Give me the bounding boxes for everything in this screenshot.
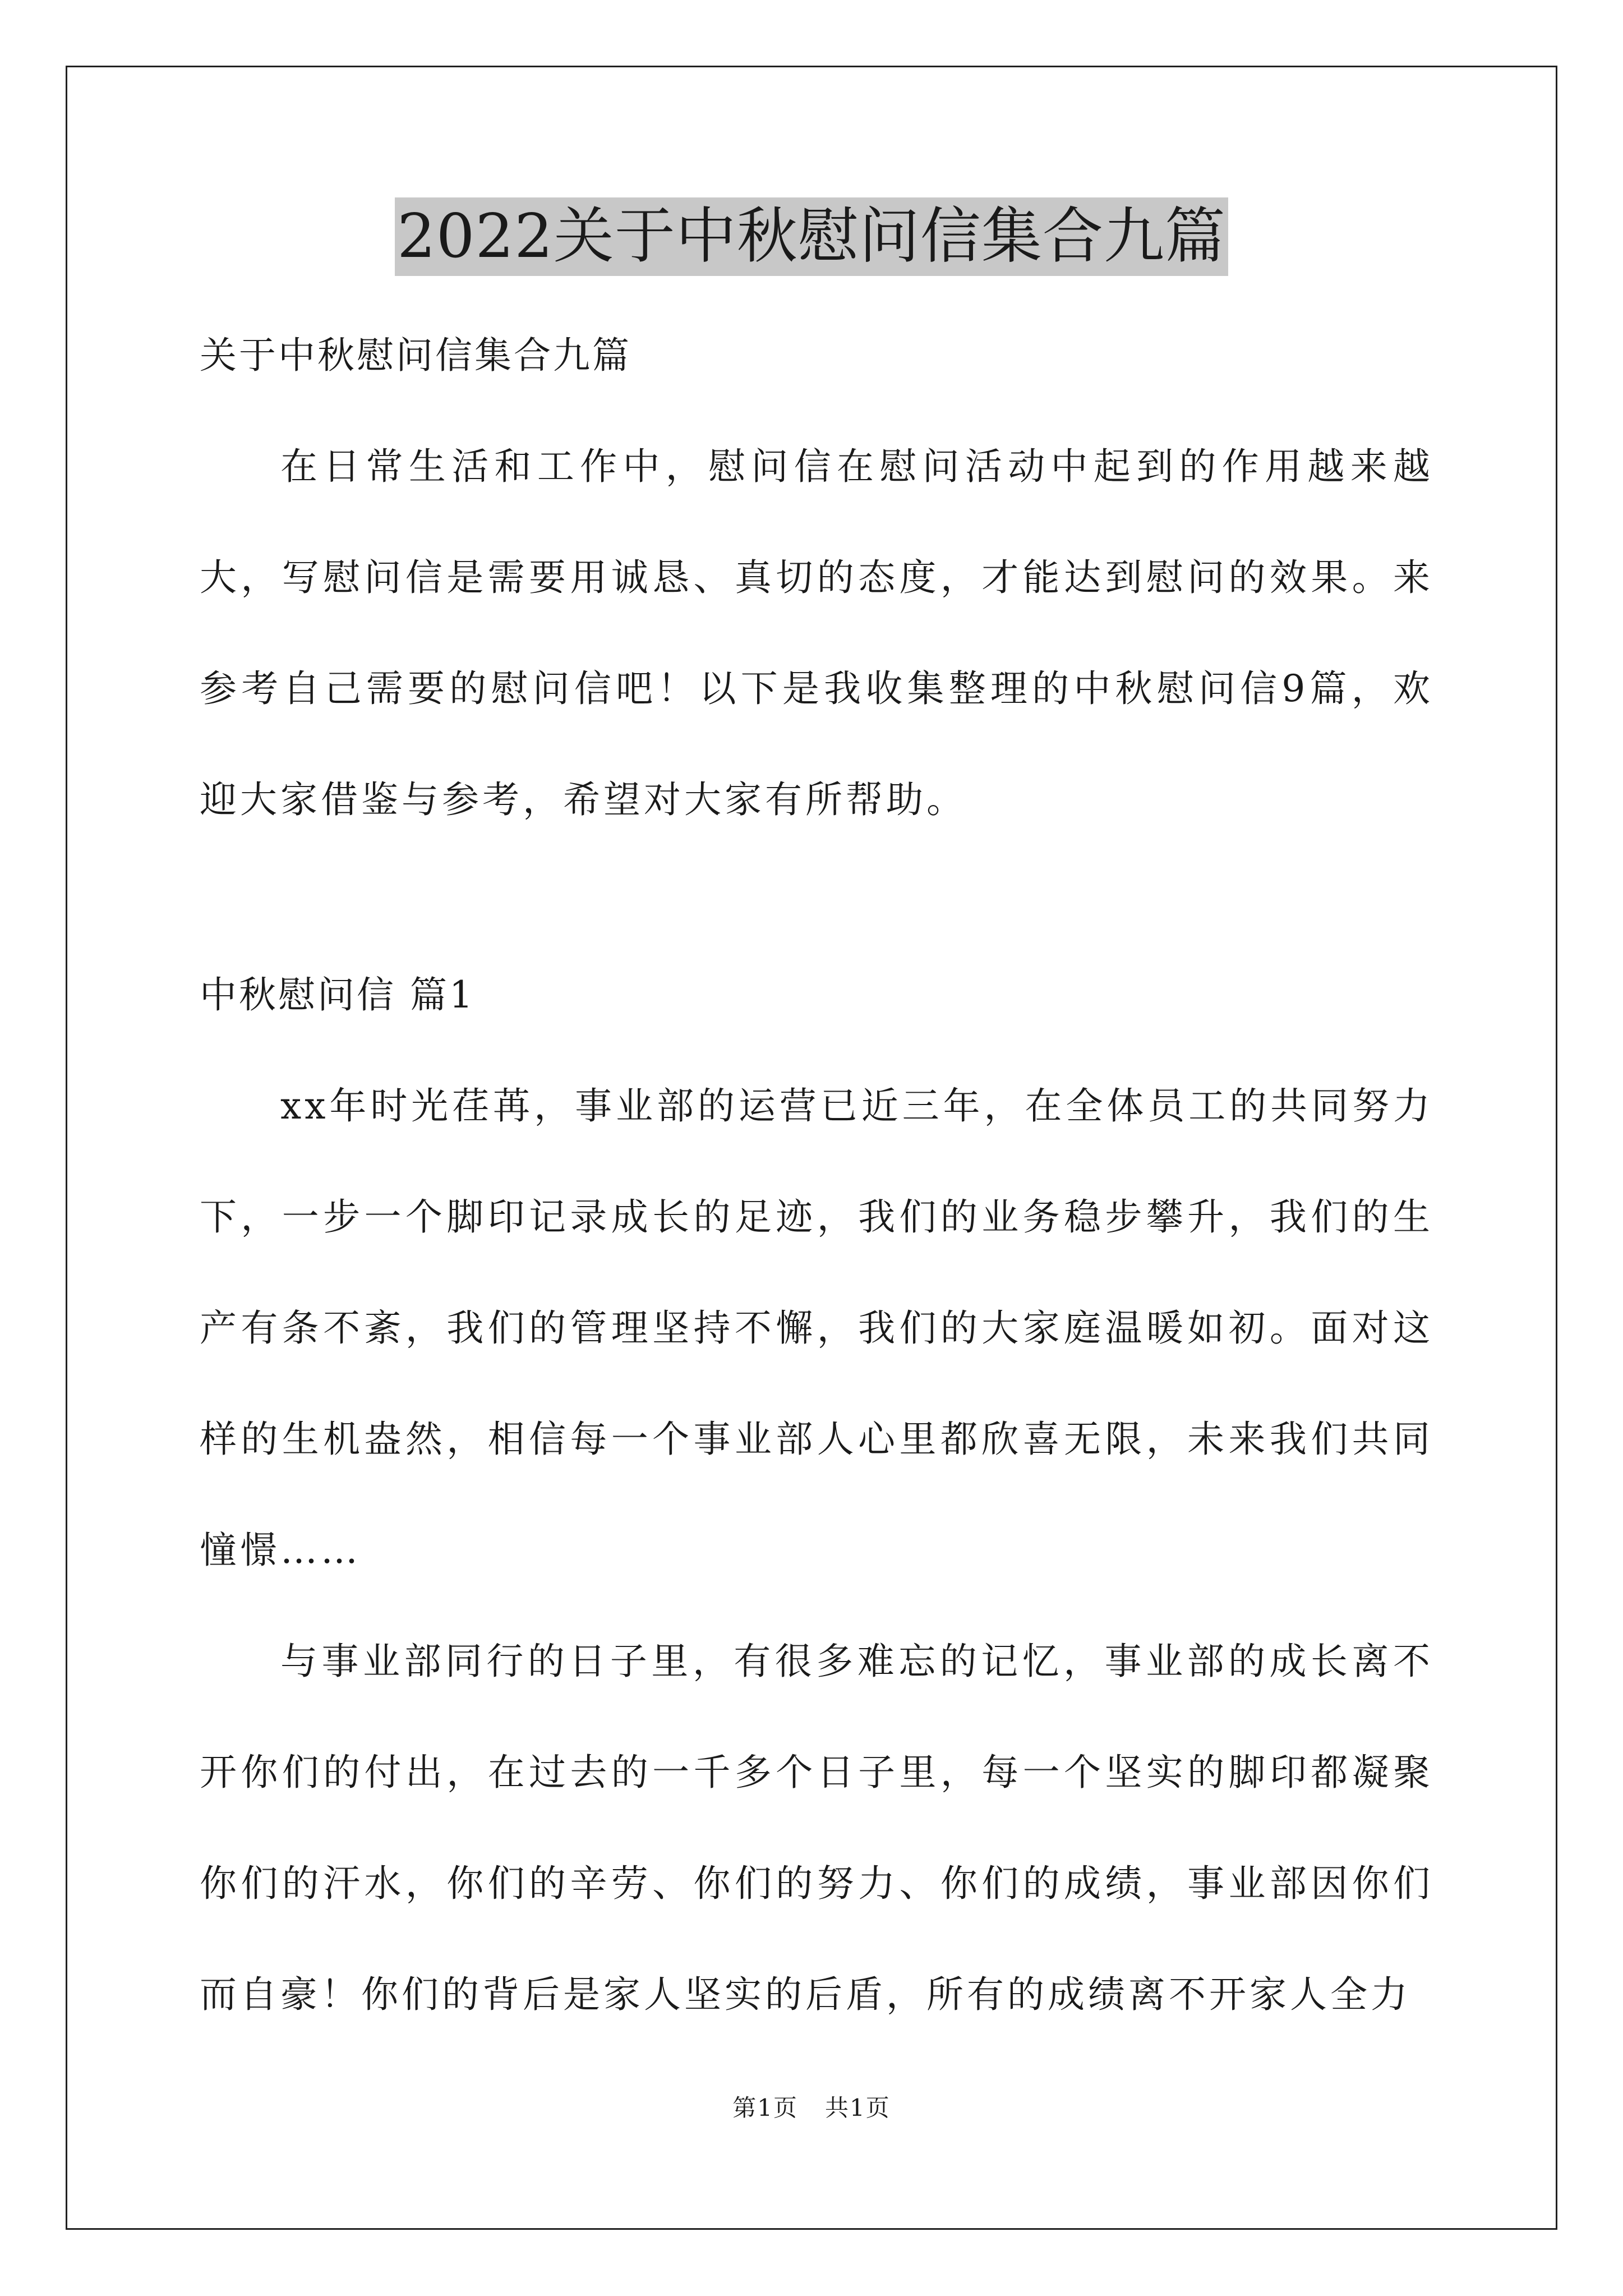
body-paragraph-2: 与事业部同行的日子里，有很多难忘的记忆，事业部的成长离不开你们的付出，在过去的一千多个日子里，每一个坚实的脚印都凝聚你们的汗水，你们的辛劳、你们的努力、你们的成绩，事业部因你们而自豪！你们的背后是家人坚实的后盾，所有的成绩离不开家人全力 <box>200 1640 1433 2016</box>
document-body <box>200 300 1433 2050</box>
document-subtitle: 关于中秋慰问信集合九篇 <box>200 334 631 377</box>
title-container <box>0 197 1623 276</box>
document-title: 2022关于中秋慰问信集合九篇 <box>395 197 1228 276</box>
body-paragraph-1: xx年时光荏苒，事业部的运营已近三年，在全体员工的共同努力下，一步一个脚印记录成长的足迹，我们的业务稳步攀升，我们的生产有条不紊，我们的管理坚持不懈，我们的大家庭温暖如初。面对这样的生机盎然，相信每一个事业部人心里都欣喜无限，未来我们共同憧憬…… <box>200 1084 1433 1572</box>
section-spacer <box>200 855 1433 940</box>
page-number-current: 第1页 <box>732 2094 798 2122</box>
page-number-total: 共1页 <box>825 2094 891 2122</box>
page-footer <box>0 2091 1623 2125</box>
intro-paragraph: 在日常生活和工作中，慰问信在慰问活动中起到的作用越来越大，写慰问信是需要用诚恳、真切的态度，才能达到慰问的效果。来参考自己需要的慰问信吧！以下是我收集整理的中秋慰问信9篇，欢迎大家借鉴与参考，希望对大家有所帮助。 <box>200 445 1433 821</box>
section-heading: 中秋慰问信 篇1 <box>200 973 475 1016</box>
